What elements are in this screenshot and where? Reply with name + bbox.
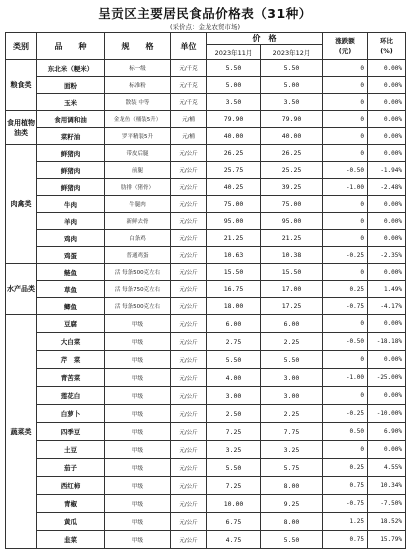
item-unit-cell: 元/公斤 — [171, 162, 207, 179]
column-header-spec: 规 格 — [105, 33, 171, 60]
item-name-cell: 白萝卜 — [37, 405, 105, 423]
item-spec-cell: 金龙鱼（桶装5升） — [105, 111, 171, 128]
table-row — [6, 369, 406, 387]
item-unit-cell: 元/千克 — [171, 77, 207, 94]
price-curr-cell: 40.00 — [261, 128, 323, 145]
item-unit-cell: 元/公斤 — [171, 281, 207, 298]
price-prev-cell: 3.25 — [207, 441, 261, 459]
ratio-cell: 0.00% — [368, 264, 406, 281]
item-unit-cell: 元/公斤 — [171, 179, 207, 196]
item-name-cell: 茄子 — [37, 459, 105, 477]
item-name-cell: 芹 菜 — [37, 351, 105, 369]
price-curr-cell: 6.00 — [261, 315, 323, 333]
column-header-ratio-label: 环比 — [380, 37, 393, 45]
price-curr-cell: 5.50 — [261, 60, 323, 77]
table-row — [6, 513, 406, 531]
price-curr-cell: 10.38 — [261, 247, 323, 264]
item-unit-cell: 元/公斤 — [171, 531, 207, 549]
category-cell: 食用植物油类 — [6, 111, 37, 145]
item-unit-cell: 元/千克 — [171, 94, 207, 111]
price-prev-cell: 15.50 — [207, 264, 261, 281]
price-curr-cell: 15.50 — [261, 264, 323, 281]
item-unit-cell: 元/公斤 — [171, 495, 207, 513]
price-prev-cell: 5.50 — [207, 60, 261, 77]
ratio-cell: 0.00% — [368, 77, 406, 94]
column-header-change-unit: (元) — [338, 47, 352, 55]
table-row — [6, 111, 406, 128]
table-row — [6, 459, 406, 477]
item-spec-cell: 活 每条750克左右 — [105, 281, 171, 298]
item-unit-cell: 元/公斤 — [171, 247, 207, 264]
price-curr-cell: 26.25 — [261, 145, 323, 162]
ratio-cell: 0.00% — [368, 145, 406, 162]
item-name-cell: 大白菜 — [37, 333, 105, 351]
table-row — [6, 179, 406, 196]
column-header-change-label: 涨跌额 — [335, 37, 355, 45]
change-cell: 0 — [323, 315, 368, 333]
item-spec-cell: 甲级 — [105, 315, 171, 333]
price-prev-cell: 5.50 — [207, 351, 261, 369]
ratio-cell: 18.52% — [368, 513, 406, 531]
item-unit-cell: 元/公斤 — [171, 315, 207, 333]
item-name-cell: 鲢鱼 — [37, 264, 105, 281]
price-curr-cell: 9.25 — [261, 495, 323, 513]
column-header-change — [323, 33, 368, 60]
price-curr-cell: 5.00 — [261, 77, 323, 94]
item-unit-cell: 元/公斤 — [171, 369, 207, 387]
price-prev-cell: 10.63 — [207, 247, 261, 264]
item-spec-cell: 甲级 — [105, 351, 171, 369]
ratio-cell: 0.00% — [368, 94, 406, 111]
table-row — [6, 441, 406, 459]
item-name-cell: 东北米（粳米） — [37, 60, 105, 77]
item-spec-cell: 带皮后腿 — [105, 145, 171, 162]
item-unit-cell: 元/桶 — [171, 128, 207, 145]
price-curr-cell: 2.25 — [261, 333, 323, 351]
price-curr-cell: 79.90 — [261, 111, 323, 128]
ratio-cell: 0.00% — [368, 315, 406, 333]
table-row — [6, 60, 406, 77]
table-row — [6, 213, 406, 230]
item-name-cell: 韭菜 — [37, 531, 105, 549]
change-cell: 0 — [323, 351, 368, 369]
table-row — [6, 531, 406, 549]
price-prev-cell: 4.00 — [207, 369, 261, 387]
change-cell: -0.75 — [323, 298, 368, 315]
item-spec-cell: 甲级 — [105, 441, 171, 459]
item-unit-cell: 元/公斤 — [171, 441, 207, 459]
item-unit-cell: 元/公斤 — [171, 298, 207, 315]
item-name-cell: 鲜猪肉 — [37, 162, 105, 179]
column-header-curr-month: 2023年12月 — [261, 45, 323, 60]
ratio-cell: 0.00% — [368, 441, 406, 459]
item-spec-cell: 肋排（猪骨） — [105, 179, 171, 196]
item-unit-cell: 元/公斤 — [171, 513, 207, 531]
item-spec-cell: 甲级 — [105, 477, 171, 495]
item-name-cell: 黄瓜 — [37, 513, 105, 531]
table-header — [6, 33, 406, 60]
item-name-cell: 菜籽油 — [37, 128, 105, 145]
price-curr-cell: 25.25 — [261, 162, 323, 179]
table-row — [6, 247, 406, 264]
change-cell: 0.25 — [323, 281, 368, 298]
change-cell: 0 — [323, 387, 368, 405]
change-cell: 0 — [323, 230, 368, 247]
price-prev-cell: 3.00 — [207, 387, 261, 405]
category-cell: 蔬菜类 — [6, 315, 37, 549]
item-spec-cell: 甲级 — [105, 513, 171, 531]
price-curr-cell: 7.75 — [261, 423, 323, 441]
table-row — [6, 333, 406, 351]
ratio-cell: 0.00% — [368, 230, 406, 247]
change-cell: -1.00 — [323, 369, 368, 387]
item-name-cell: 西红柿 — [37, 477, 105, 495]
change-cell: -0.50 — [323, 162, 368, 179]
item-spec-cell: 标准粉 — [105, 77, 171, 94]
category-cell: 水产品类 — [6, 264, 37, 315]
price-curr-cell: 95.00 — [261, 213, 323, 230]
item-name-cell: 鲫鱼 — [37, 298, 105, 315]
item-spec-cell: 甲级 — [105, 369, 171, 387]
item-spec-cell: 白条鸡 — [105, 230, 171, 247]
price-curr-cell: 5.50 — [261, 531, 323, 549]
price-prev-cell: 40.00 — [207, 128, 261, 145]
table-row — [6, 230, 406, 247]
item-unit-cell: 元/公斤 — [171, 405, 207, 423]
change-cell: 0 — [323, 77, 368, 94]
item-spec-cell: 活 每条500克左右 — [105, 264, 171, 281]
item-name-cell: 牛肉 — [37, 196, 105, 213]
item-name-cell: 鸡蛋 — [37, 247, 105, 264]
item-unit-cell: 元/公斤 — [171, 423, 207, 441]
item-unit-cell: 元/公斤 — [171, 387, 207, 405]
change-cell: 1.25 — [323, 513, 368, 531]
price-curr-cell: 5.75 — [261, 459, 323, 477]
price-prev-cell: 2.75 — [207, 333, 261, 351]
column-header-ratio-unit: (%) — [380, 47, 393, 55]
price-prev-cell: 7.25 — [207, 423, 261, 441]
table-row — [6, 145, 406, 162]
item-spec-cell: 活 每条500克左右 — [105, 298, 171, 315]
table-row — [6, 405, 406, 423]
item-name-cell: 鲜猪肉 — [37, 179, 105, 196]
ratio-cell: -2.48% — [368, 179, 406, 196]
price-prev-cell: 6.00 — [207, 315, 261, 333]
price-prev-cell: 26.25 — [207, 145, 261, 162]
ratio-cell: 0.00% — [368, 196, 406, 213]
ratio-cell: 0.00% — [368, 128, 406, 145]
item-name-cell: 玉米 — [37, 94, 105, 111]
price-curr-cell: 8.00 — [261, 477, 323, 495]
item-spec-cell: 普通鸡蛋 — [105, 247, 171, 264]
table-row — [6, 477, 406, 495]
table-row — [6, 264, 406, 281]
price-prev-cell: 75.00 — [207, 196, 261, 213]
price-curr-cell: 75.00 — [261, 196, 323, 213]
change-cell: -0.50 — [323, 333, 368, 351]
item-name-cell: 面粉 — [37, 77, 105, 94]
item-unit-cell: 元/公斤 — [171, 477, 207, 495]
price-prev-cell: 2.50 — [207, 405, 261, 423]
change-cell: 0.25 — [323, 459, 368, 477]
report-subtitle: (采价点：金龙农贸市场) — [169, 23, 241, 31]
column-header-price: 价 格 — [207, 33, 323, 45]
item-name-cell: 豆腐 — [37, 315, 105, 333]
table-row — [6, 298, 406, 315]
table-row — [6, 315, 406, 333]
price-curr-cell: 3.50 — [261, 94, 323, 111]
price-curr-cell: 17.00 — [261, 281, 323, 298]
price-prev-cell: 7.25 — [207, 477, 261, 495]
price-curr-cell: 3.00 — [261, 387, 323, 405]
item-name-cell: 土豆 — [37, 441, 105, 459]
column-header-name: 品 种 — [37, 33, 105, 60]
change-cell: 0 — [323, 264, 368, 281]
change-cell: 0 — [323, 94, 368, 111]
item-spec-cell: 散装 中等 — [105, 94, 171, 111]
item-unit-cell: 元/公斤 — [171, 196, 207, 213]
change-cell: 0.75 — [323, 477, 368, 495]
item-name-cell: 莲花白 — [37, 387, 105, 405]
item-unit-cell: 元/公斤 — [171, 230, 207, 247]
change-cell: 0.50 — [323, 423, 368, 441]
price-prev-cell: 21.25 — [207, 230, 261, 247]
ratio-cell: -7.50% — [368, 495, 406, 513]
price-curr-cell: 21.25 — [261, 230, 323, 247]
price-prev-cell: 6.75 — [207, 513, 261, 531]
price-curr-cell: 17.25 — [261, 298, 323, 315]
change-cell: -0.75 — [323, 495, 368, 513]
price-prev-cell: 79.90 — [207, 111, 261, 128]
price-curr-cell: 3.00 — [261, 369, 323, 387]
column-header-category: 类别 — [6, 33, 37, 60]
item-spec-cell: 甲级 — [105, 423, 171, 441]
item-name-cell: 鸡肉 — [37, 230, 105, 247]
column-header-unit: 单位 — [171, 33, 207, 60]
item-spec-cell: 前腿 — [105, 162, 171, 179]
ratio-cell: -1.94% — [368, 162, 406, 179]
table-row — [6, 423, 406, 441]
price-prev-cell: 18.00 — [207, 298, 261, 315]
price-prev-cell: 3.50 — [207, 94, 261, 111]
item-unit-cell: 元/公斤 — [171, 333, 207, 351]
ratio-cell: 0.00% — [368, 351, 406, 369]
item-spec-cell: 新鲜去骨 — [105, 213, 171, 230]
item-name-cell: 青椒 — [37, 495, 105, 513]
ratio-cell: 6.90% — [368, 423, 406, 441]
column-header-ratio — [368, 33, 406, 60]
ratio-cell: 10.34% — [368, 477, 406, 495]
change-cell: 0 — [323, 213, 368, 230]
item-spec-cell: 甲级 — [105, 405, 171, 423]
price-curr-cell: 8.00 — [261, 513, 323, 531]
price-curr-cell: 2.25 — [261, 405, 323, 423]
item-spec-cell: 甲级 — [105, 333, 171, 351]
item-spec-cell: 甲级 — [105, 387, 171, 405]
table-row — [6, 196, 406, 213]
change-cell: 0 — [323, 441, 368, 459]
ratio-cell: -4.17% — [368, 298, 406, 315]
item-spec-cell: 甲级 — [105, 495, 171, 513]
table-row — [6, 387, 406, 405]
item-name-cell: 鲜猪肉 — [37, 145, 105, 162]
table-row — [6, 77, 406, 94]
change-cell: 0 — [323, 128, 368, 145]
item-unit-cell: 元/公斤 — [171, 264, 207, 281]
item-spec-cell: 罗平精装5升 — [105, 128, 171, 145]
price-prev-cell: 5.50 — [207, 459, 261, 477]
price-prev-cell: 4.75 — [207, 531, 261, 549]
table-body — [6, 60, 406, 549]
item-unit-cell: 元/桶 — [171, 111, 207, 128]
table-row — [6, 162, 406, 179]
change-cell: 0 — [323, 145, 368, 162]
price-curr-cell: 5.50 — [261, 351, 323, 369]
item-spec-cell: 甲级 — [105, 531, 171, 549]
change-cell: -0.25 — [323, 405, 368, 423]
item-name-cell: 青苦菜 — [37, 369, 105, 387]
ratio-cell: -18.18% — [368, 333, 406, 351]
ratio-cell: 0.00% — [368, 213, 406, 230]
item-spec-cell: 标一级 — [105, 60, 171, 77]
item-unit-cell: 元/公斤 — [171, 459, 207, 477]
price-curr-cell: 3.25 — [261, 441, 323, 459]
price-prev-cell: 95.00 — [207, 213, 261, 230]
table-row — [6, 495, 406, 513]
category-cell: 肉禽类 — [6, 145, 37, 264]
ratio-cell: -25.00% — [368, 369, 406, 387]
ratio-cell: 0.00% — [368, 60, 406, 77]
item-spec-cell: 牛腿肉 — [105, 196, 171, 213]
price-prev-cell: 40.25 — [207, 179, 261, 196]
change-cell: 0 — [323, 111, 368, 128]
item-name-cell: 四季豆 — [37, 423, 105, 441]
price-curr-cell: 39.25 — [261, 179, 323, 196]
change-cell: -0.25 — [323, 247, 368, 264]
table-row — [6, 128, 406, 145]
change-cell: -1.00 — [323, 179, 368, 196]
ratio-cell: -2.35% — [368, 247, 406, 264]
change-cell: 0 — [323, 196, 368, 213]
item-name-cell: 食用调和油 — [37, 111, 105, 128]
item-unit-cell: 元/公斤 — [171, 351, 207, 369]
item-name-cell: 草鱼 — [37, 281, 105, 298]
price-prev-cell: 10.00 — [207, 495, 261, 513]
item-unit-cell: 元/公斤 — [171, 145, 207, 162]
table-row — [6, 281, 406, 298]
price-table — [5, 32, 406, 549]
change-cell: 0.75 — [323, 531, 368, 549]
column-header-prev-month: 2023年11月 — [207, 45, 261, 60]
price-prev-cell: 16.75 — [207, 281, 261, 298]
ratio-cell: 15.79% — [368, 531, 406, 549]
report-title: 呈贡区主要居民食品价格表（31种） — [98, 6, 312, 21]
item-spec-cell: 甲级 — [105, 459, 171, 477]
item-name-cell: 羊肉 — [37, 213, 105, 230]
price-prev-cell: 5.00 — [207, 77, 261, 94]
ratio-cell: 4.55% — [368, 459, 406, 477]
ratio-cell: -10.00% — [368, 405, 406, 423]
item-unit-cell: 元/公斤 — [171, 213, 207, 230]
category-cell: 粮食类 — [6, 60, 37, 111]
item-unit-cell: 元/千克 — [171, 60, 207, 77]
change-cell: 0 — [323, 60, 368, 77]
price-prev-cell: 25.75 — [207, 162, 261, 179]
ratio-cell: 0.00% — [368, 387, 406, 405]
ratio-cell: 1.49% — [368, 281, 406, 298]
ratio-cell: 0.00% — [368, 111, 406, 128]
table-row — [6, 94, 406, 111]
table-row — [6, 351, 406, 369]
